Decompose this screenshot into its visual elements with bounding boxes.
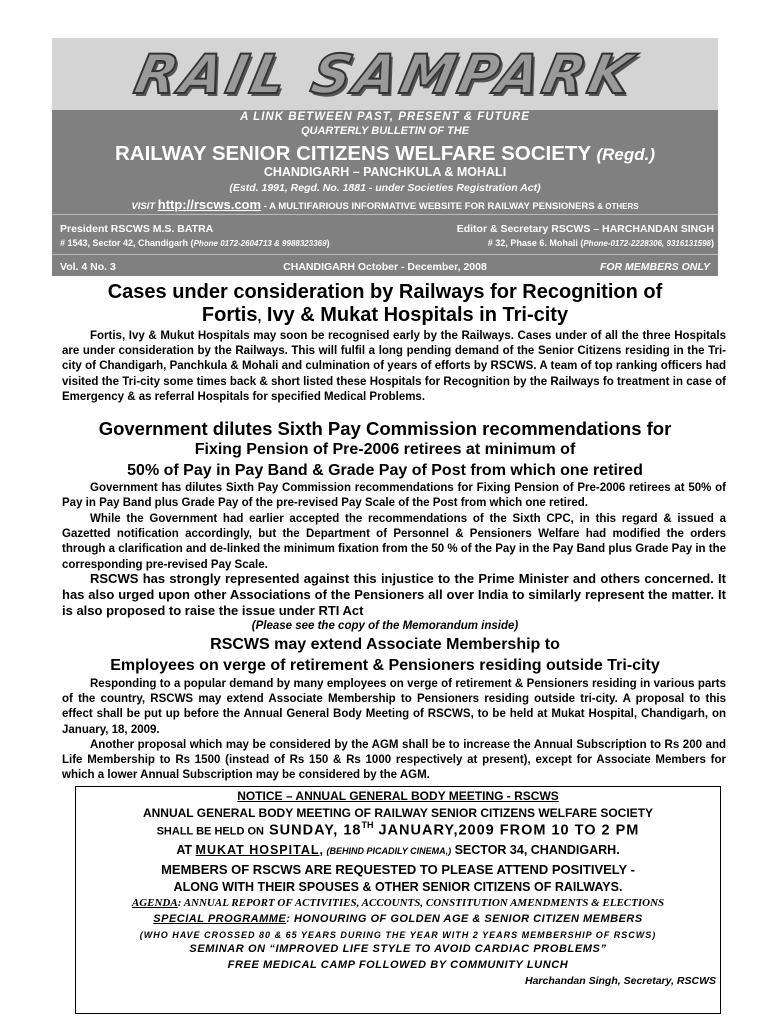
president-addr: # 1543, Sector 42, Chandigarh ( xyxy=(60,238,194,248)
masthead-divider xyxy=(52,214,718,215)
article2-para-1: Government has dilutes Sixth Pay Commission recommendations for Fixing Pension of Pre-2006 retirees at 50% of Pay in Pay Band plus Grade Pay of the pre-revised Pay Scale of the Post from which one retired. xyxy=(62,482,726,510)
notice-line-4: MEMBERS OF RSCWS ARE REQUESTED TO PLEASE ATTEND POSITIVELY - xyxy=(161,862,635,877)
notice-line-2 xyxy=(75,820,721,839)
editor-address xyxy=(488,238,714,248)
president-phone: Phone 0172-2604713 & 9988323369 xyxy=(193,239,327,248)
article2-headline-2: Fixing Pension of Pre-2006 retirees at minimum of xyxy=(194,441,576,458)
notice-line-3 xyxy=(75,843,721,857)
article1-headline-2 xyxy=(40,304,730,327)
tagline: A LINK BETWEEN PAST, PRESENT & FUTURE xyxy=(240,111,530,123)
article1-body: Fortis, Ivy & Mukut Hospitals may soon be recognised early by the Railways. Cases under of all the three Hospitals are under consideration by the Railways. This will fulfil a long pending demand of the Senior Citizens residing in the Tri-city of Chandigarh, Panchkula & Mohali and culmination of years of efforts by RSCWS. A team of top ranking officers had visited the Tri-city some times back & short listed these Hospitals for Recognition by the Railways fo treatment in case of Emergency & as referral Hospitals for specified Medical Problems. xyxy=(62,330,726,403)
article3-headline-2: Employees on verge of retirement & Pensioners residing outside Tri-city xyxy=(110,657,660,674)
notice-landmark: (BEHIND PICADILY CINEMA,) xyxy=(326,846,452,856)
notice-crossed: (WHO HAVE CROSSED 80 & 65 YEARS DURING THE YEAR WITH 2 YEARS MEMBERSHIP OF RSCWS) xyxy=(139,930,657,940)
agenda-text: : ANNUAL REPORT OF ACTIVITIES, ACCOUNTS, CONSTITUTION AMENDMENTS & ELECTIONS xyxy=(177,897,665,909)
editor-title: Editor & Secretary RSCWS – HARCHANDAN SINGH xyxy=(456,223,714,235)
website-others: & OTHERS xyxy=(597,202,639,211)
members-only: FOR MEMBERS ONLY xyxy=(599,261,710,273)
website-desc: - A MULTIFARIOUS INFORMATIVE WEBSITE FOR RAILWAY PENSIONERS xyxy=(261,201,595,212)
article2-note: (Please see the copy of the Memorandum inside) xyxy=(251,620,519,632)
notice-at: AT xyxy=(176,843,196,857)
visit-label: VISIT xyxy=(131,201,156,212)
article1-headline-fortis: Fortis xyxy=(201,304,258,326)
article2-para-2: While the Government had earlier accepted the recommendations of the Sixth CPC, in this regard & issued a Gazetted notification accordingly, but the Department of Personnel & Pensioners Welfare had modified the orders through a clarification and de-linked the minimum fixation from the 50 % of the Pay in the Pay Band plus Grade Pay in the corresponding pre-revised Pay Scale. xyxy=(62,513,726,571)
article3-para-2: Another proposal which may be considered by the AGM shall be to increase the Annual Subscription to Rs 200 and Life Membership to Rs 1500 (instead of Rs 150 & Rs 1000 respectively at present), except for Associate Members for which a lower Annual Subscription may be considered by the AGM. xyxy=(62,739,726,782)
notice-signoff: Harchandan Singh, Secretary, RSCWS xyxy=(525,975,716,987)
dateline: CHANDIGARH October - December, 2008 xyxy=(283,261,487,273)
notice-line-1: ANNUAL GENERAL BODY MEETING OF RAILWAY SENIOR CITIZENS WELFARE SOCIETY xyxy=(142,806,654,820)
notice-title: NOTICE – ANNUAL GENERAL BODY MEETING - RSCWS xyxy=(237,789,559,803)
article3-para-1: Responding to a popular demand by many employees on verge of retirement & Pensioners residing in various parts of the country, RSCWS may extend Associate Membership to Pensioners residing outside tri-city. A proposal to this effect shall be put up before the Annual General Body Meeting of RSCWS, to be held at Mukat Hospital, Chandigarh, on January, 18, 2009. xyxy=(62,678,726,736)
society-name xyxy=(52,142,718,166)
notice-date: SUNDAY, 18 xyxy=(263,822,362,839)
website-line xyxy=(52,197,718,212)
notice-special xyxy=(75,913,721,925)
editor-phone: Phone-0172-2228306, 9316131598 xyxy=(583,239,711,248)
president-title: President RSCWS M.S. BATRA xyxy=(60,223,214,235)
cities-line: CHANDIGARH – PANCHKULA & MOHALI xyxy=(263,165,507,179)
president-close: ) xyxy=(326,238,330,248)
special-label: SPECIAL PROGRAMME xyxy=(153,913,287,925)
website-link[interactable]: http://rscws.com xyxy=(157,197,262,212)
article1-headline-rest: Ivy & Mukat Hospitals in Tri-city xyxy=(261,304,569,326)
article2-headline-3: 50% of Pay in Pay Band & Grade Pay of Post from which one retired xyxy=(127,462,643,479)
bulletin-line: QUARTERLY BULLETIN OF THE xyxy=(300,125,470,137)
masthead-divider-2 xyxy=(52,254,718,255)
article2-para-3: RSCWS has strongly represented against this injustice to the Prime Minister and others concerned. It has also urged upon other Associations of the Pensioners all over India to similarly represent the matter. It is also proposed to raise the issue under RTI Act xyxy=(62,571,726,618)
notice-seminar: SEMINAR ON “IMPROVED LIFE STYLE TO AVOID CARDIAC PROBLEMS” xyxy=(189,943,607,955)
volume-number: Vol. 4 No. 3 xyxy=(60,261,116,273)
notice-date-time: JANUARY,2009 FROM 10 TO 2 PM xyxy=(373,822,640,839)
notice-venue: MUKAT HOSPITAL xyxy=(195,843,320,857)
article3-headline-1: RSCWS may extend Associate Membership to xyxy=(210,636,560,653)
notice-agenda xyxy=(75,897,721,909)
regd-label: (Regd.) xyxy=(596,145,655,164)
agenda-label: AGENDA xyxy=(131,897,178,909)
logo-text: RAIL SAMPARK xyxy=(128,42,642,106)
article2-headline-1: Government dilutes Sixth Pay Commission recommendations for xyxy=(98,418,672,439)
article1-headline-comma: , xyxy=(257,308,262,324)
article1-headline-1: Cases under consideration by Railways for Recognition of xyxy=(107,281,663,303)
masthead-logo xyxy=(52,38,718,110)
special-text: : HONOURING OF GOLDEN AGE & SENIOR CITIZEN MEMBERS xyxy=(286,913,643,925)
notice-date-suffix: TH xyxy=(361,820,374,830)
notice-venue-comma: , xyxy=(319,843,327,857)
notice-sector: SECTOR 34, CHANDIGARH. xyxy=(451,843,620,857)
editor-addr: # 32, Phase 6. Mohali ( xyxy=(487,238,584,248)
estd-line: (Estd. 1991, Regd. No. 1881 - under Societies Registration Act) xyxy=(229,182,541,194)
editor-close: ) xyxy=(711,238,714,248)
society-title: RAILWAY SENIOR CITIZENS WELFARE SOCIETY xyxy=(115,142,591,165)
president-address xyxy=(60,238,330,248)
notice-camp: FREE MEDICAL CAMP FOLLOWED BY COMMUNITY LUNCH xyxy=(227,959,569,971)
notice-held-on: SHALL BE HELD ON xyxy=(156,825,264,838)
notice-line-5: ALONG WITH THEIR SPOUSES & OTHER SENIOR CITIZENS OF RAILWAYS. xyxy=(173,880,623,894)
